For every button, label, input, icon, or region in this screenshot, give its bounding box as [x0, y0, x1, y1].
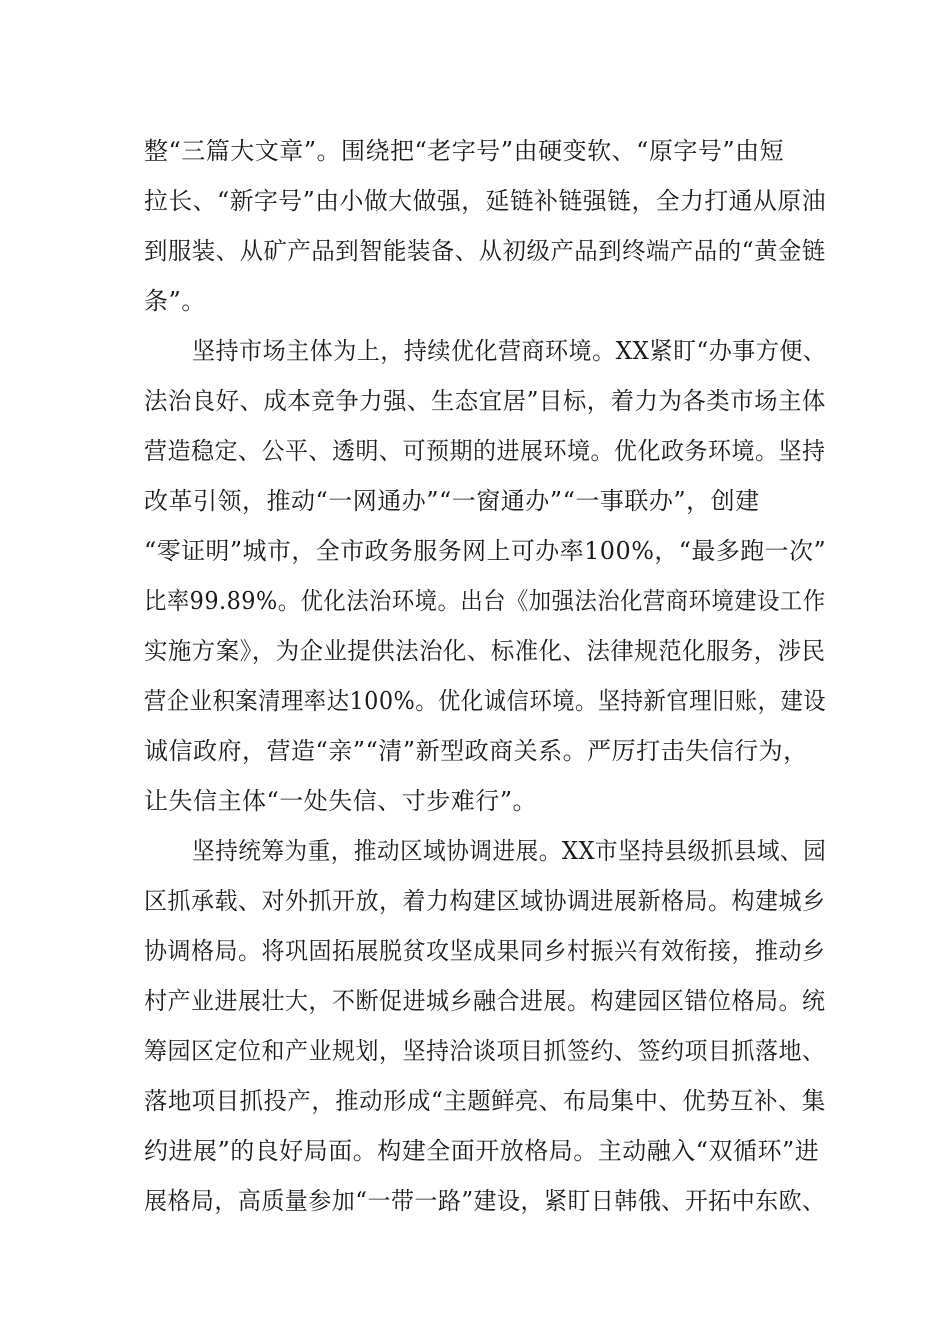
- p2-line-9: 诚信政府，营造“亲”“清”新型政商关系。严厉打击失信行为，: [144, 737, 808, 765]
- p2-line-2: 法治良好、成本竞争力强、生态宜居”目标，着力为各类市场主体: [144, 387, 826, 415]
- p1-line-1: 整“三篇大文章”。围绕把“老字号”由硬变软、“原字号”由短: [144, 137, 785, 165]
- p2-line-4: 改革引领，推动“一网通办”“一窗通办”“一事联办”，创建: [144, 487, 760, 515]
- p3-line-7: 约进展”的良好局面。构建全面开放格局。主动融入“双循环”进: [144, 1137, 820, 1165]
- p3-line-4: 村产业进展壮大，不断促进城乡融合进展。构建园区错位格局。统: [144, 987, 826, 1015]
- p1-line-3: 到服装、从矿产品到智能装备、从初级产品到终端产品的“黄金链: [144, 237, 826, 265]
- p1-line-2: 拉长、“新字号”由小做大做强，延链补链强链，全力打通从原油: [144, 187, 827, 215]
- p2-line-3: 营造稳定、公平、透明、可预期的进展环境。优化政务环境。坚持: [144, 437, 826, 465]
- p2-line-7: 实施方案》，为企业提供法治化、标准化、法律规范化服务，涉民: [144, 637, 826, 665]
- p3-line-2: 区抓承载、对外抓开放，着力构建区域协调进展新格局。构建城乡: [144, 887, 826, 915]
- p3-line-1: 坚持统筹为重，推动区域协调进展。XX市坚持县级抓县域、园: [192, 837, 827, 865]
- p2-line-10: 让失信主体“一处失信、寸步难行”。: [144, 787, 538, 815]
- p3-line-3: 协调格局。将巩固拓展脱贫攻坚成果同乡村振兴有效衔接，推动乡: [144, 937, 826, 965]
- p3-line-8: 展格局，高质量参加“一带一路”建设，紧盯日韩俄、开拓中东欧、: [144, 1187, 826, 1215]
- p3-line-6: 落地项目抓投产，推动形成“主题鲜亮、布局集中、优势互补、集: [144, 1087, 826, 1115]
- p2-line-8: 营企业积案清理率达100%。优化诚信环境。坚持新官理旧账，建设: [144, 687, 827, 715]
- p2-line-1: 坚持市场主体为上，持续优化营商环境。XX紧盯“办事方便、: [192, 337, 827, 365]
- p2-line-6: 比率99.89%。优化法治环境。出台《加强法治化营商环境建设工作: [144, 587, 826, 615]
- p3-line-5: 筹园区定位和产业规划，坚持洽谈项目抓签约、签约项目抓落地、: [144, 1037, 826, 1065]
- p1-line-4: 条”。: [144, 287, 206, 315]
- p2-line-5: “零证明”城市，全市政务服务网上可办率100%，“最多跑一次”: [144, 537, 827, 565]
